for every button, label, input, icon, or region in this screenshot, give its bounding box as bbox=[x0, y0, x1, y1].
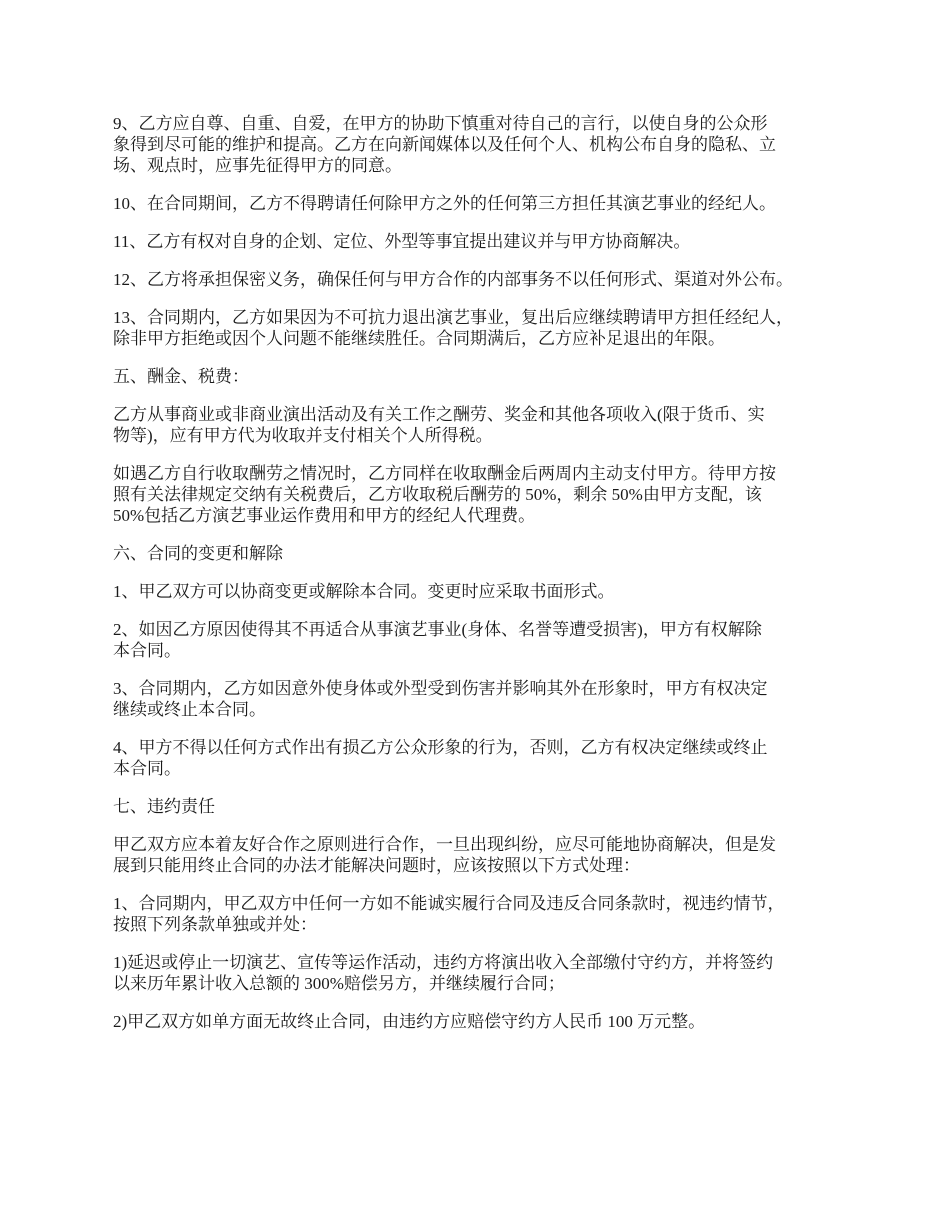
paragraph-clause-10: 10、在合同期间，乙方不得聘请任何除甲方之外的任何第三方担任其演艺事业的经纪人。 bbox=[113, 194, 776, 213]
paragraph-liability-intro: 甲乙双方应本着友好合作之原则进行合作，一旦出现纠纷，应尽可能地协商解决，但是发 展到只能用终止合同的办法才能解决问题时，应该按照以下方式处理： bbox=[113, 835, 776, 875]
paragraph-clause-9: 9、乙方应自尊、自重、自爱，在甲方的协助下慎重对待自己的言行，以使自身的公众形 象得到尽可能的维护和提高。乙方在向新闻媒体以及任何个人、机构公布自身的隐私、立 场、观点时，应事先征得甲方的同意。 bbox=[113, 114, 776, 175]
section-heading-liability: 七、违约责任 bbox=[113, 797, 215, 816]
paragraph-amendment-4: 4、甲方不得以任何方式作出有损乙方公众形象的行为，否则，乙方有权决定继续或终止 本合同。 bbox=[113, 738, 768, 778]
paragraph-amendment-1: 1、甲乙双方可以协商变更或解除本合同。变更时应采取书面形式。 bbox=[113, 582, 615, 601]
document-page bbox=[113, 113, 853, 1049]
paragraph-amendment-2: 2、如因乙方原因使得其不再适合从事演艺事业(身体、名誉等遭受损害)，甲方有权解除 本合同。 bbox=[113, 620, 762, 660]
paragraph-remuneration-self-collect: 如遇乙方自行收取酬劳之情况时，乙方同样在收取酬金后两周内主动支付甲方。待甲方按 照有关法律规定交纳有关税费后，乙方收取税后酬劳的 50%，剩余 50%由甲方支配，该 50%包括乙方演艺事业运作费用和甲方的经纪人代理费。 bbox=[113, 464, 776, 525]
paragraph-clause-12: 12、乙方将承担保密义务，确保任何与甲方合作的内部事务不以任何形式、渠道对外公布。 bbox=[113, 270, 793, 289]
paragraph-clause-11: 11、乙方有权对自身的企划、定位、外型等事宜提出建议并与甲方协商解决。 bbox=[113, 232, 691, 251]
section-heading-amendment: 六、合同的变更和解除 bbox=[113, 544, 283, 563]
paragraph-amendment-3: 3、合同期内，乙方如因意外使身体或外型受到伤害并影响其外在形象时，甲方有权决定 继续或终止本合同。 bbox=[113, 679, 768, 719]
paragraph-liability-1: 1、合同期内，甲乙双方中任何一方如不能诚实履行合同及违反合同条款时，视违约情节， 按照下列条款单独或并处： bbox=[113, 894, 785, 934]
paragraph-liability-1-a: 1)延迟或停止一切演艺、宣传等运作活动，违约方将演出收入全部缴付守约方，并将签约 以来历年累计收入总额的 300%赔偿另方，并继续履行合同； bbox=[113, 953, 774, 993]
paragraph-liability-1-b: 2)甲乙双方如单方面无故终止合同，由违约方应赔偿守约方人民币 100 万元整。 bbox=[113, 1012, 706, 1031]
section-heading-remuneration: 五、酬金、税费： bbox=[113, 367, 249, 386]
paragraph-clause-13: 13、合同期内，乙方如果因为不可抗力退出演艺事业，复出后应继续聘请甲方担任经纪人， 除非甲方拒绝或因个人问题不能继续胜任。合同期满后，乙方应补足退出的年限。 bbox=[113, 308, 793, 348]
paragraph-remuneration-income: 乙方从事商业或非商业演出活动及有关工作之酬劳、奖金和其他各项收入(限于货币、实 物等)，应有甲方代为收取并支付相关个人所得税。 bbox=[113, 405, 765, 445]
